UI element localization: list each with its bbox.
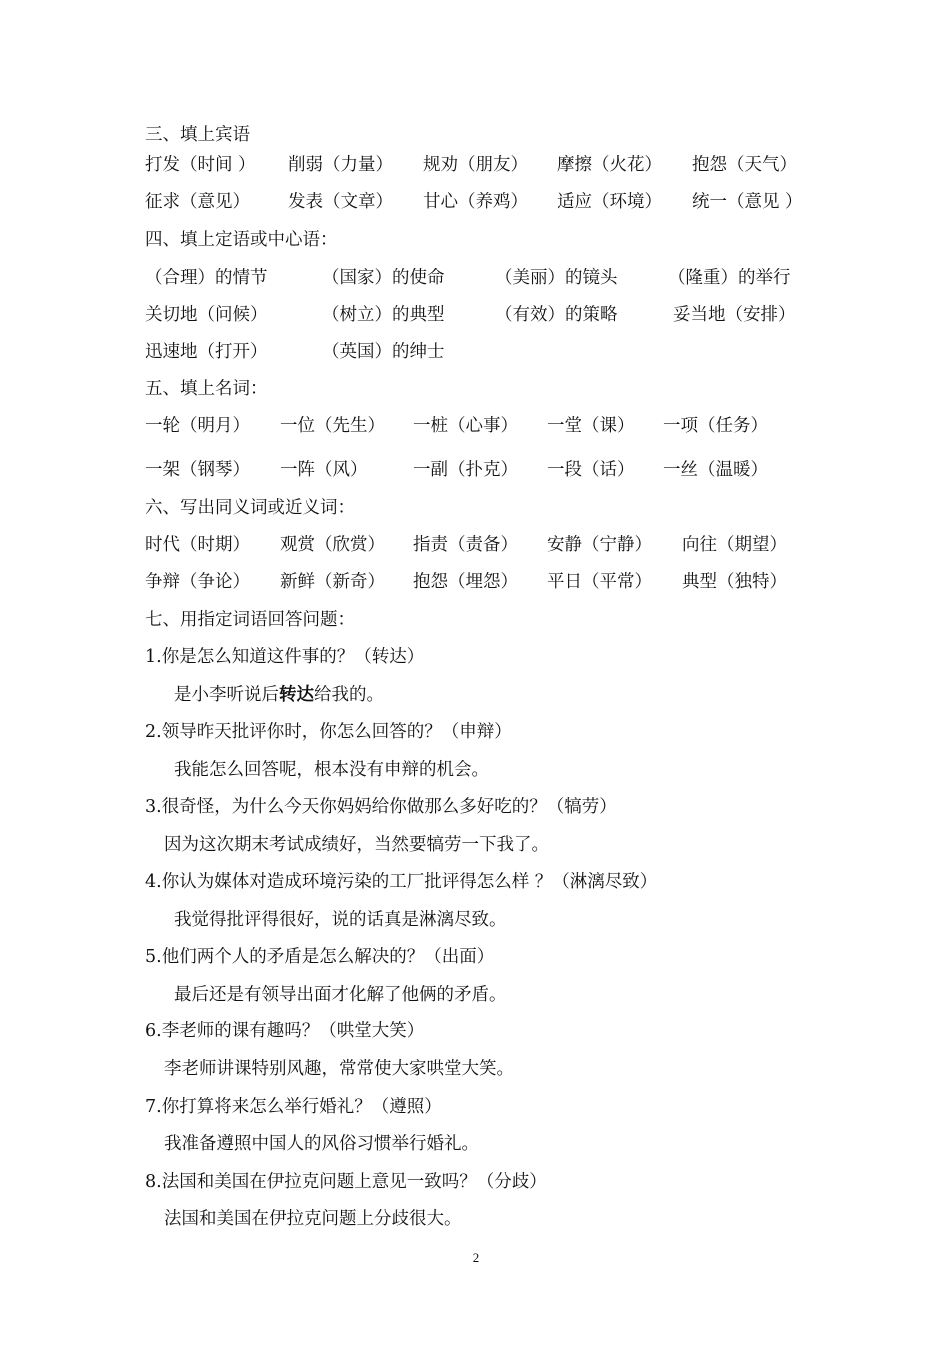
question-4: 4.你认为媒体对造成环境污染的工厂批评得怎么样 ？（淋漓尽致）: [145, 872, 658, 892]
answer-7: 我准备遵照中国人的风俗习惯举行婚礼。: [164, 1134, 479, 1154]
question-1: 1.你是怎么知道这件事的？（转达）: [145, 647, 425, 667]
word-cell: 观赏（欣赏）: [280, 535, 385, 555]
word-cell: 一轮（明月）: [145, 416, 250, 436]
section-4-title: 四、填上定语或中心语：: [145, 230, 338, 250]
answer-6: 李老师讲课特别风趣，常常使大家哄堂大笑。: [164, 1059, 514, 1079]
question-6: 6.李老师的课有趣吗？（哄堂大笑）: [145, 1021, 425, 1041]
word-cell: 一丝（温暖）: [663, 460, 768, 480]
page-number: 2: [472, 1250, 480, 1265]
word-cell: 一架（钢琴）: [145, 460, 250, 480]
word-cell: 向往（期望）: [682, 535, 787, 555]
word-cell: （国家）的使命: [322, 268, 445, 288]
word-cell: 争辩（争论）: [145, 572, 250, 592]
keyword-highlight: 转达: [279, 685, 314, 705]
word-cell: 适应（环境）: [557, 192, 662, 212]
word-cell: 规劝（朋友）: [423, 155, 528, 175]
section-6-title: 六、写出同义词或近义词：: [145, 498, 355, 518]
answer-text: 给我的。: [314, 685, 384, 705]
word-cell: 迅速地（打开）: [145, 342, 268, 362]
word-cell: 时代（时期）: [145, 535, 250, 555]
word-cell: 典型（独特）: [682, 572, 787, 592]
answer-3: 因为这次期末考试成绩好，当然要犒劳一下我了。: [164, 835, 549, 855]
answer-4: 我觉得批评得很好，说的话真是淋漓尽致。: [174, 910, 507, 930]
word-cell: 一项（任务）: [663, 416, 768, 436]
word-cell: 抱怨（埋怨）: [413, 572, 518, 592]
word-cell: （隆重）的举行: [668, 268, 791, 288]
question-5: 5.他们两个人的矛盾是怎么解决的？（出面）: [145, 947, 495, 967]
word-cell: 一副（扑克）: [413, 460, 518, 480]
answer-1: [174, 683, 384, 707]
section-5-title: 五、填上名词：: [145, 379, 268, 399]
word-cell: 指责（责备）: [413, 535, 518, 555]
word-cell: （英国）的绅士: [322, 342, 445, 362]
word-cell: 打发（时间 ）: [145, 155, 256, 175]
word-cell: （树立）的典型: [322, 305, 445, 325]
word-cell: 征求（意见）: [145, 192, 250, 212]
word-cell: 甘心（养鸡）: [423, 192, 528, 212]
answer-5: 最后还是有领导出面才化解了他俩的矛盾。: [174, 985, 507, 1005]
word-cell: 新鲜（新奇）: [280, 572, 385, 592]
question-3: 3.很奇怪，为什么今天你妈妈给你做那么多好吃的？（犒劳）: [145, 797, 617, 817]
word-cell: 一段（话）: [547, 460, 635, 480]
word-cell: 平日（平常）: [547, 572, 652, 592]
question-8: 8.法国和美国在伊拉克问题上意见一致吗？（分歧）: [145, 1172, 547, 1192]
section-7-title: 七、用指定词语回答问题：: [145, 610, 355, 630]
word-cell: （合理）的情节: [145, 268, 268, 288]
word-cell: 妥当地（安排）: [673, 305, 796, 325]
answer-2: 我能怎么回答呢，根本没有申辩的机会。: [174, 760, 489, 780]
word-cell: 一位（先生）: [280, 416, 385, 436]
word-cell: 削弱（力量）: [288, 155, 393, 175]
answer-8: 法国和美国在伊拉克问题上分歧很大。: [164, 1209, 462, 1229]
word-cell: 摩擦（火花）: [557, 155, 662, 175]
word-cell: 关切地（问候）: [145, 305, 268, 325]
question-2: 2.领导昨天批评你时，你怎么回答的？（申辩）: [145, 722, 512, 742]
word-cell: 一阵（风）: [280, 460, 368, 480]
word-cell: （美丽）的镜头: [495, 268, 618, 288]
question-7: 7.你打算将来怎么举行婚礼？（遵照）: [145, 1097, 442, 1117]
word-cell: 安静（宁静）: [547, 535, 652, 555]
word-cell: 一堂（课）: [547, 416, 635, 436]
word-cell: 抱怨（天气）: [692, 155, 797, 175]
word-cell: 一桩（心事）: [413, 416, 518, 436]
word-cell: 统一（意见 ）: [692, 192, 803, 212]
answer-text: 是小李听说后: [174, 685, 279, 705]
section-3-title: 三、填上宾语: [145, 125, 250, 145]
word-cell: （有效）的策略: [495, 305, 618, 325]
word-cell: 发表（文章）: [288, 192, 393, 212]
